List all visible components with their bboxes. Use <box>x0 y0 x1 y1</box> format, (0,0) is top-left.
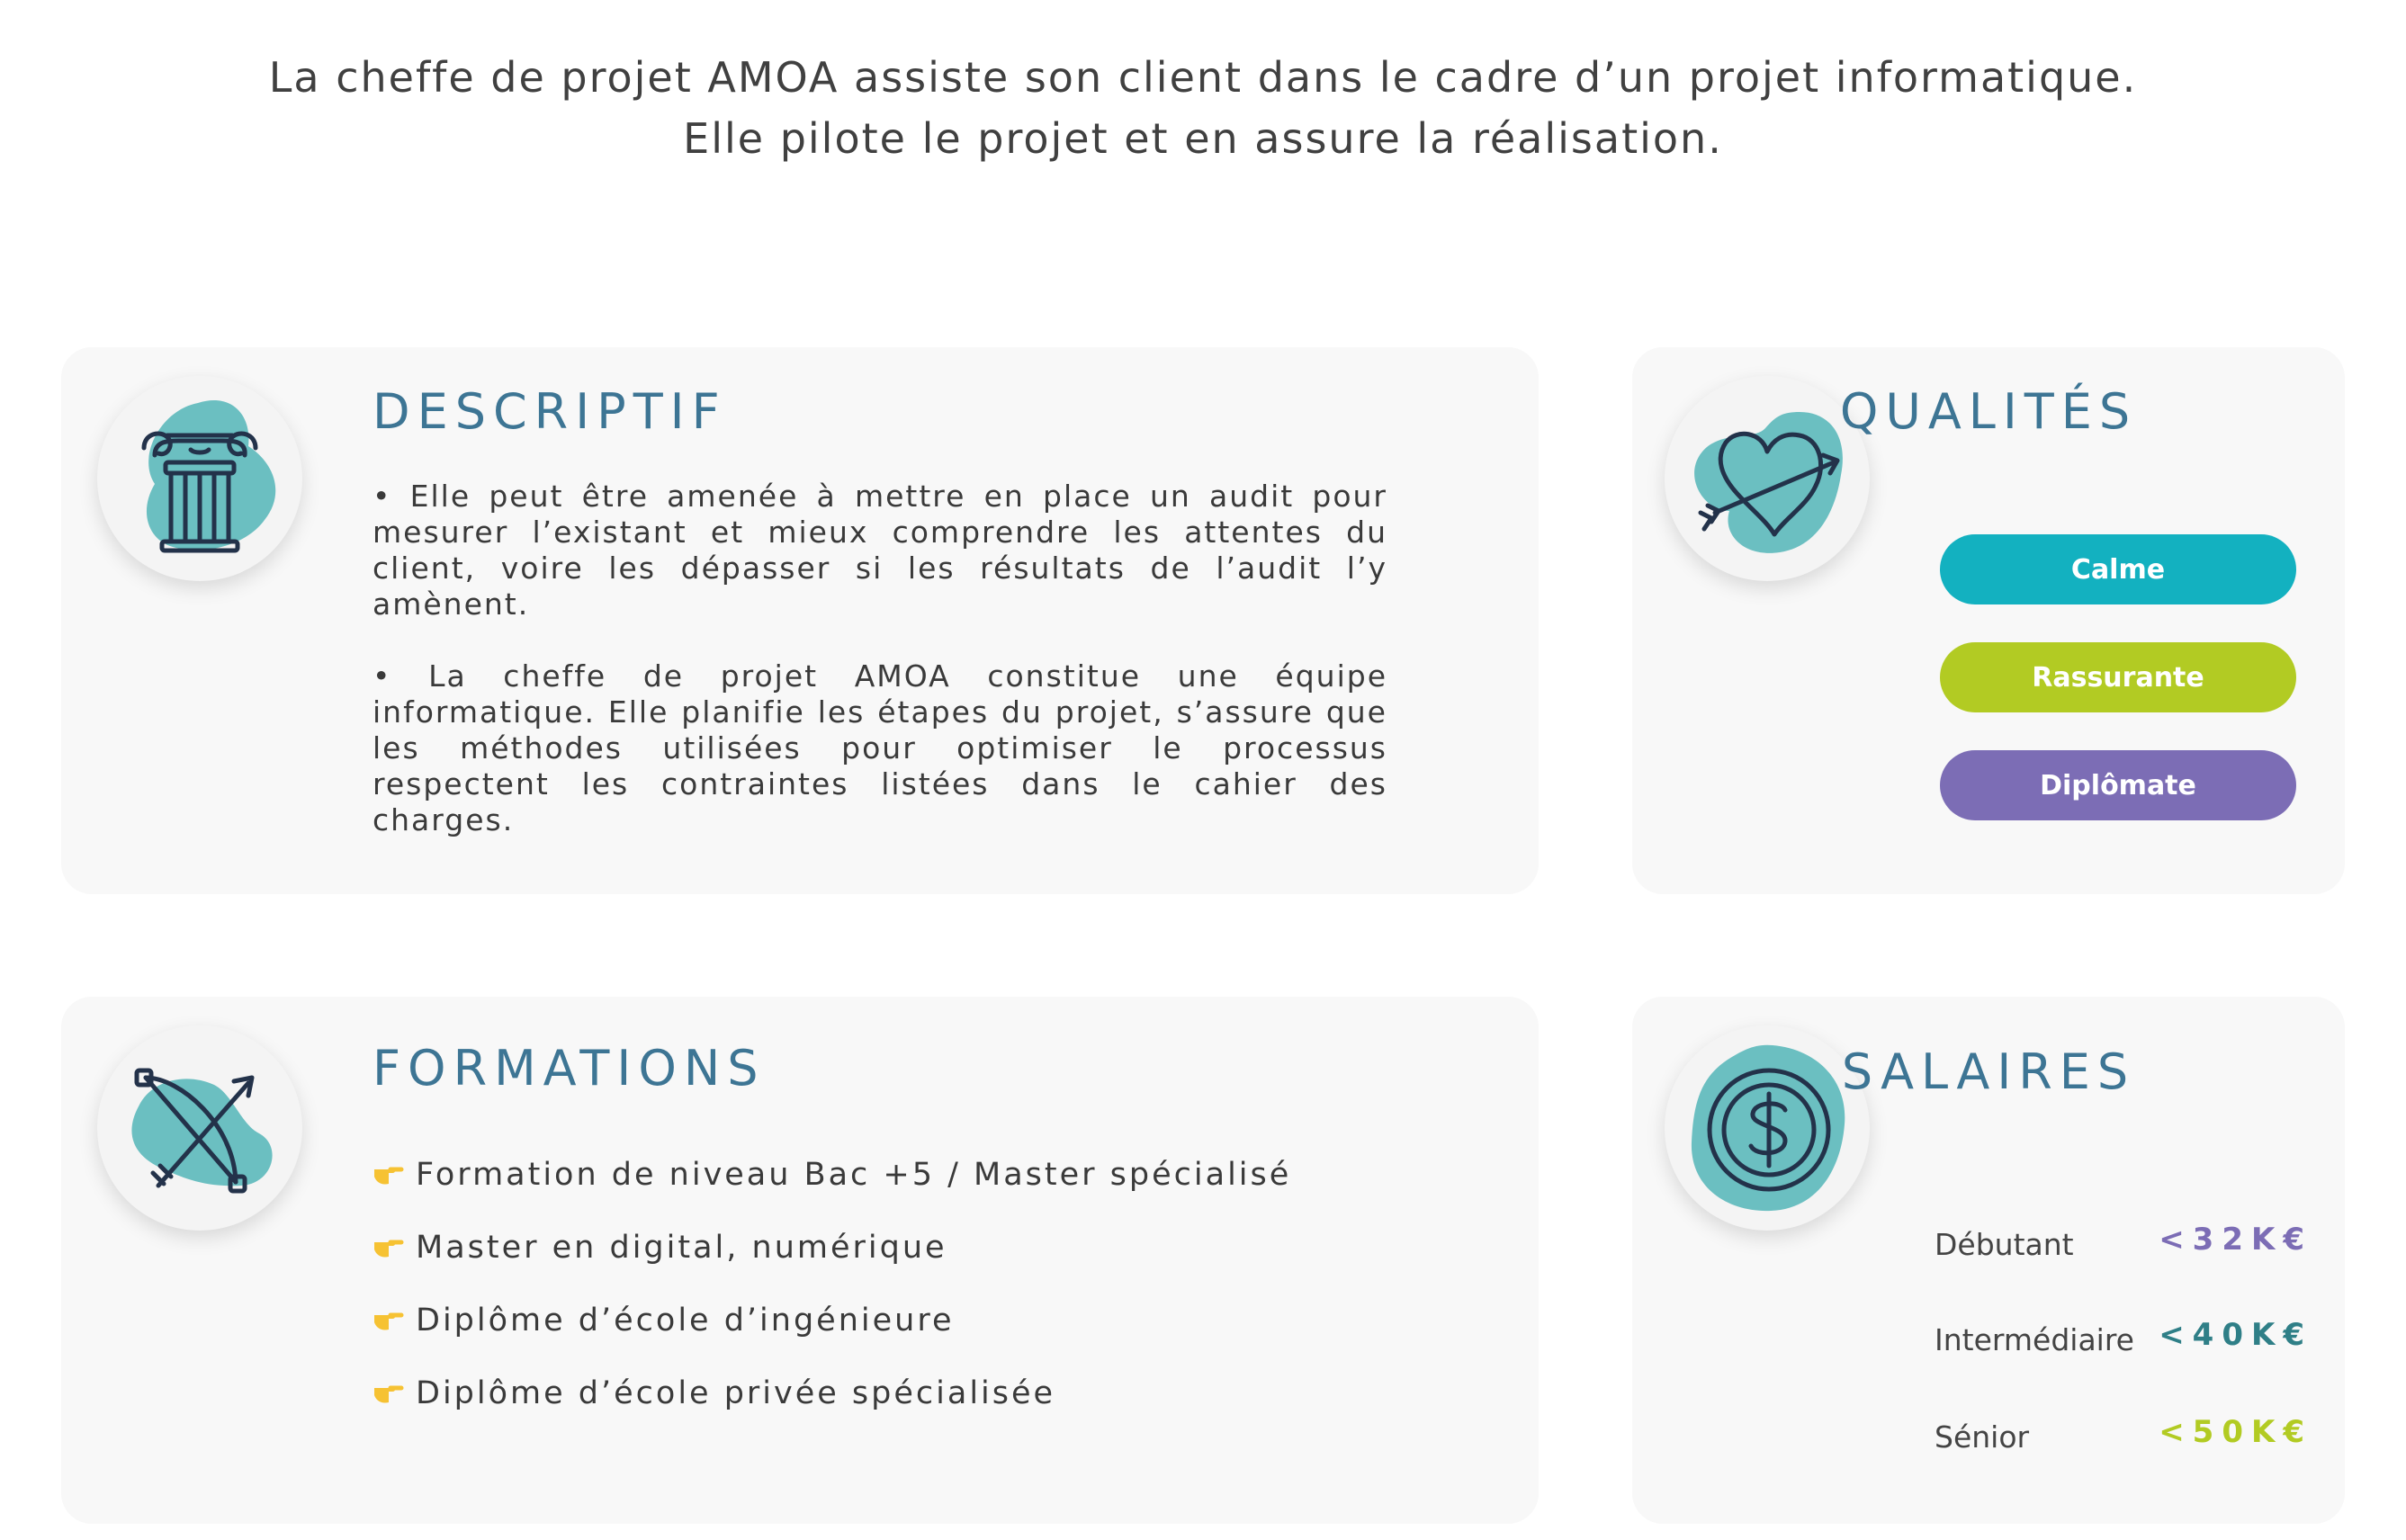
intro-line-1: La cheffe de projet AMOA assiste son client dans le cadre d’un projet informatique. <box>268 53 2138 102</box>
pointing-hand-icon <box>373 1377 405 1408</box>
formations-card <box>61 997 1539 1524</box>
formations-badge <box>97 1025 302 1231</box>
salaires-card <box>1632 997 2345 1524</box>
intro-line-2: Elle pilote le projet et en assure la réalisation. <box>683 114 1723 163</box>
quality-pill-diplomate: Diplômate <box>1940 750 2296 820</box>
list-item <box>373 1157 1291 1230</box>
quality-pill-rassurante: Rassurante <box>1940 642 2296 712</box>
descriptif-badge <box>97 376 302 581</box>
list-item <box>373 1303 1291 1375</box>
quality-pill-calme: Calme <box>1940 534 2296 604</box>
pointing-hand-icon <box>373 1231 405 1262</box>
salary-row-debutant <box>1935 1222 2312 1267</box>
bow-arrow-icon <box>97 1025 302 1231</box>
intro-text <box>0 47 2406 169</box>
salary-label: Débutant <box>1935 1227 2074 1262</box>
salary-row-intermediaire <box>1935 1317 2312 1362</box>
salary-value: <50K€ <box>2159 1414 2312 1450</box>
formation-text: Diplôme d’école d’ingénieure <box>416 1303 955 1339</box>
list-item <box>373 1375 1291 1448</box>
formation-text: Diplôme d’école privée spécialisée <box>416 1375 1056 1411</box>
descriptif-paragraph-2: • La cheffe de projet AMOA constitue une équipe informatique. Elle planifie les étapes du projet, s’assure que les méthodes utilisées pour optimiser le processus respectent les contraintes listées dans le cahier des charges. <box>373 658 1387 837</box>
qualites-card <box>1632 347 2345 894</box>
formation-text: Master en digital, numérique <box>416 1230 947 1266</box>
pointing-hand-icon <box>373 1159 405 1189</box>
formation-text: Formation de niveau Bac +5 / Master spécialisé <box>416 1157 1292 1193</box>
salary-label: Sénior <box>1935 1419 2030 1455</box>
list-item <box>373 1230 1291 1303</box>
ionic-column-icon <box>97 376 302 581</box>
formations-list <box>373 1157 1291 1448</box>
descriptif-paragraph-1: • Elle peut être amenée à mettre en place un audit pour mesurer l’existant et mieux comprendre les attentes du client, voire les dépasser si les résultats de l’audit l’y amènent. <box>373 479 1387 622</box>
salary-value: <40K€ <box>2159 1317 2312 1353</box>
pointing-hand-icon <box>373 1304 405 1335</box>
salary-row-senior <box>1935 1414 2312 1459</box>
formations-title: FORMATIONS <box>373 1040 766 1097</box>
salary-label: Intermédiaire <box>1935 1322 2134 1357</box>
qualites-title: QUALITÉS <box>1839 383 2138 440</box>
descriptif-title: DESCRIPTIF <box>373 383 727 440</box>
salaires-title: SALAIRES <box>1841 1043 2136 1100</box>
descriptif-card <box>61 347 1539 894</box>
salary-value: <32K€ <box>2159 1222 2312 1258</box>
